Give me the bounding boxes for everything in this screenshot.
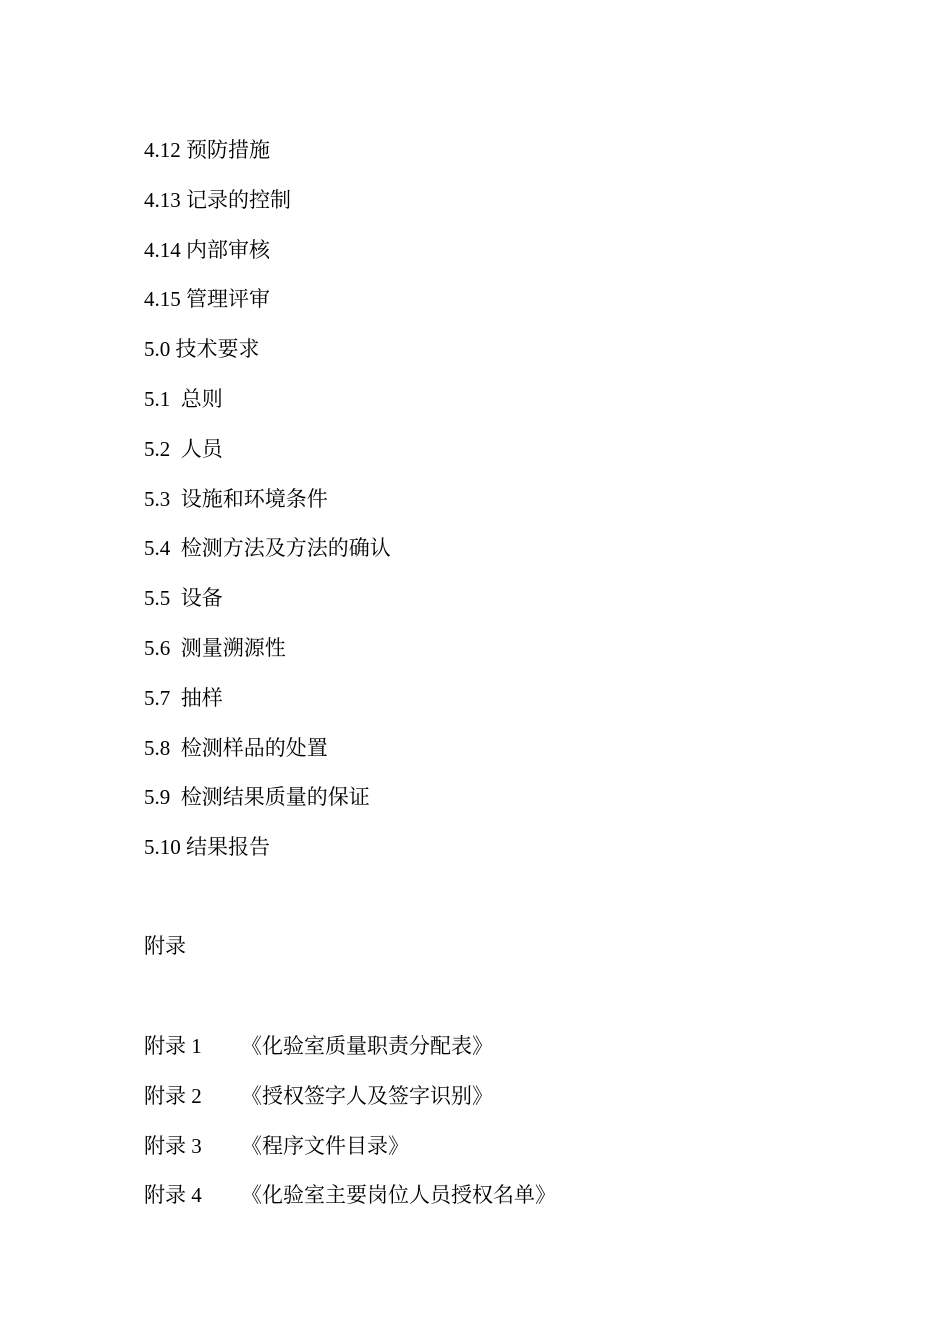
toc-entry-5-2: 5.2 人员 — [144, 436, 223, 461]
toc-entry-4-15: 4.15 管理评审 — [144, 287, 270, 312]
appendix-list — [144, 1029, 556, 1228]
appendix-item-title: 《化验室主要岗位人员授权名单》 — [241, 1183, 556, 1208]
toc-entry-5-3: 5.3 设施和环境条件 — [144, 486, 328, 511]
toc-entry-5-1: 5.1 总则 — [144, 386, 223, 411]
appendix-item-label: 附录 4 — [144, 1183, 202, 1208]
toc-entry-5-10: 5.10 结果报告 — [144, 835, 270, 860]
toc-entry-5-7: 5.7 抽样 — [144, 685, 223, 710]
toc-entry-4-12: 4.12 预防措施 — [144, 138, 270, 162]
appendix-item-title: 《程序文件目录》 — [241, 1133, 409, 1158]
toc-entry-5-9: 5.9 检测结果质量的保证 — [144, 785, 370, 810]
appendix-item-1 — [144, 1029, 556, 1079]
appendix-item-title: 《授权签字人及签字识别》 — [241, 1083, 493, 1108]
toc-entry-4-14: 4.14 内部审核 — [144, 237, 270, 262]
toc-entry-4-13: 4.13 记录的控制 — [144, 187, 291, 212]
toc-entry-5-6: 5.6 测量溯源性 — [144, 635, 286, 660]
appendix-item-2 — [144, 1079, 556, 1129]
appendix-item-label: 附录 1 — [144, 1034, 202, 1058]
appendix-heading: 附录 — [144, 934, 186, 958]
appendix-item-4 — [144, 1178, 556, 1228]
toc-entry-5-5: 5.5 设备 — [144, 586, 223, 611]
appendix-item-3 — [144, 1129, 556, 1179]
toc-entry-5-0: 5.0 技术要求 — [144, 337, 260, 362]
appendix-item-title: 《化验室质量职责分配表》 — [241, 1034, 493, 1058]
toc-entry-5-8: 5.8 检测样品的处置 — [144, 735, 328, 760]
appendix-item-label: 附录 3 — [144, 1133, 202, 1158]
table-of-contents — [144, 133, 391, 880]
toc-entry-5-4: 5.4 检测方法及方法的确认 — [144, 536, 391, 561]
appendix-item-label: 附录 2 — [144, 1083, 202, 1108]
